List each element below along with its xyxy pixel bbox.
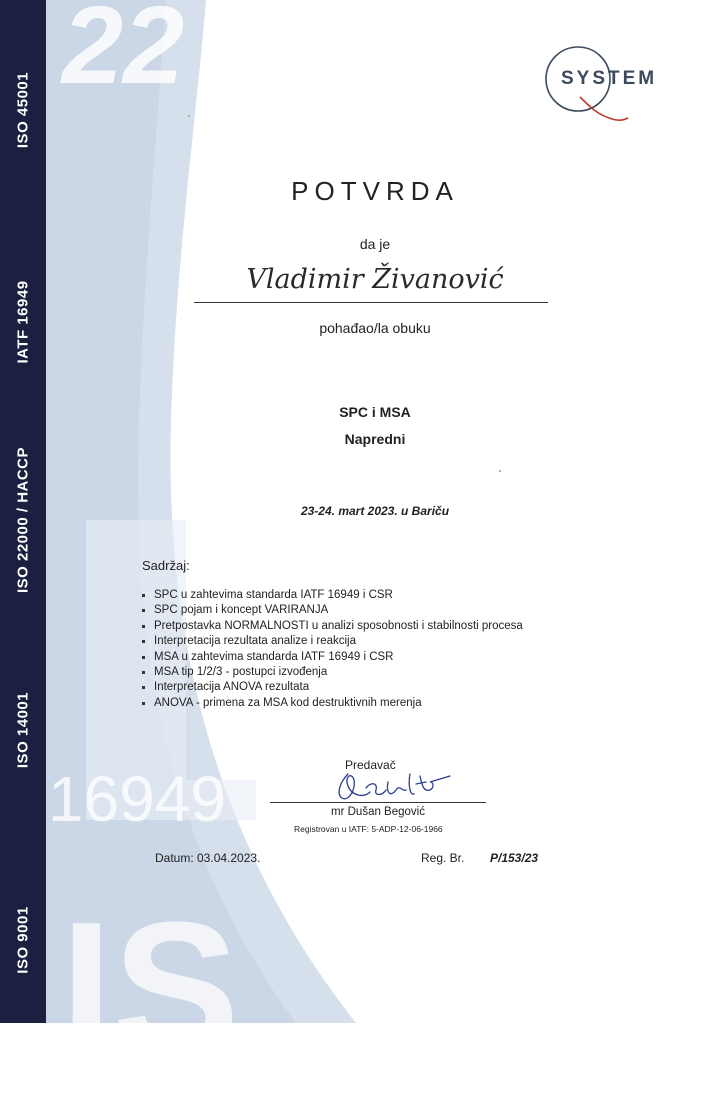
course-name: SPC i MSA: [339, 404, 411, 420]
list-item: Pretpostavka NORMALNOSTI u analizi sposobnosti i stabilnosti procesa: [142, 619, 523, 634]
strip-label-iso-45001: ISO 45001: [14, 71, 32, 149]
list-item: MSA tip 1/2/3 - postupci izvođenja: [142, 665, 523, 680]
lecturer-name: mr Dušan Begović: [331, 806, 425, 818]
contents-list: [142, 588, 523, 711]
certificate-subtitle: da je: [359, 236, 391, 252]
watermark-lower-number: 16949: [48, 763, 226, 835]
logo-text: SYSTEM: [561, 68, 658, 89]
list-item: SPC u zahtevima standarda IATF 16949 i CSR: [142, 588, 523, 603]
list-item: SPC pojam i koncept VARIRANJA: [142, 603, 523, 618]
lecturer-label: Predavač: [345, 758, 396, 772]
list-item: MSA u zahtevima standarda IATF 16949 i CSR: [142, 650, 523, 665]
strip-label-iatf-16949: IATF 16949: [14, 280, 32, 364]
issue-date: Datum: 03.04.2023.: [155, 851, 261, 865]
signature-line: [270, 802, 486, 803]
list-item: Interpretacija ANOVA rezultata: [142, 680, 523, 695]
stray-dot: [188, 115, 190, 117]
lecturer-registration: Registrovan u IATF: 5-ADP-12-06-1966: [294, 824, 443, 834]
participant-name: Vladimir Živanović: [246, 264, 504, 295]
watermark-bottom-letters: IS: [60, 883, 240, 1095]
attended-text: pohađao/la obuku: [319, 320, 431, 336]
course-level: Napredni: [344, 431, 406, 447]
registration-number-label: Reg. Br.: [421, 851, 465, 865]
certification-strip: [0, 0, 46, 1023]
stray-dot: [499, 470, 501, 472]
signature-icon: [330, 768, 460, 804]
strip-label-iso-14001: ISO 14001: [14, 691, 32, 769]
list-item: Interpretacija rezultata analize i reakcija: [142, 634, 523, 649]
watermark-top-number: 22: [62, 0, 185, 107]
course-date-place: 23-24. mart 2023. u Bariču: [300, 504, 450, 518]
strip-label-iso-22000: ISO 22000 / HACCP: [14, 446, 32, 594]
certificate-title: POTVRDA: [291, 176, 459, 206]
list-item: ANOVA - primena za MSA kod destruktivnih merenja: [142, 696, 523, 711]
name-underline: [194, 302, 548, 303]
registration-number: P/153/23: [490, 851, 539, 865]
strip-label-iso-9001: ISO 9001: [14, 906, 32, 974]
contents-heading: Sadržaj:: [142, 558, 190, 573]
